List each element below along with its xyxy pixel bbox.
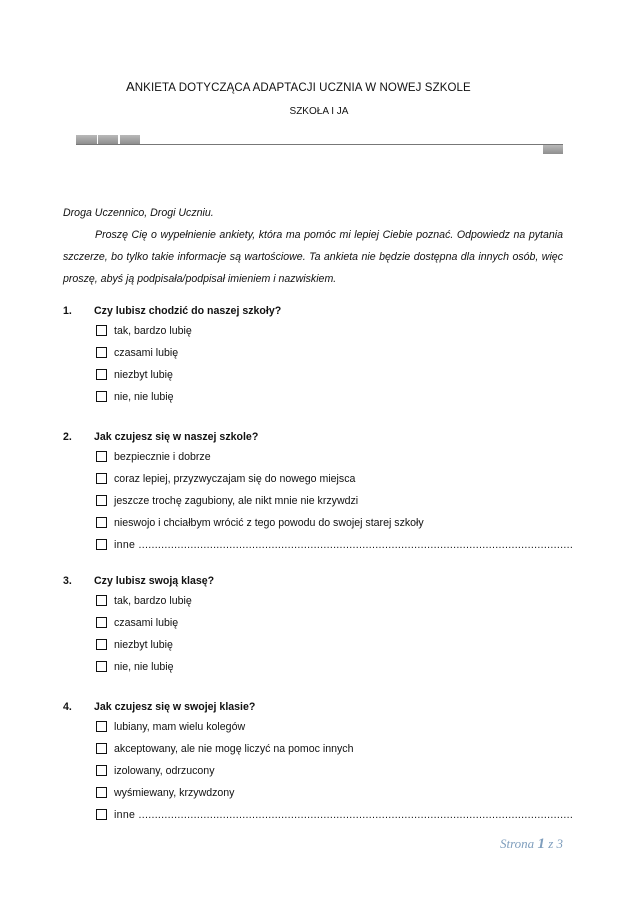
option-label[interactable]: inne ...................................................................................................................................... xyxy=(114,539,574,551)
decor-bar xyxy=(98,135,118,144)
answer-option[interactable] xyxy=(63,468,563,490)
option-label: lubiany, mam wielu kolegów xyxy=(114,721,246,733)
decor-bar xyxy=(543,145,563,154)
question-3 xyxy=(63,572,563,678)
document-subtitle: SZKOŁA I JA xyxy=(289,106,349,117)
question-2 xyxy=(63,428,574,556)
answer-option[interactable] xyxy=(63,320,563,342)
option-label: bezpiecznie i dobrze xyxy=(114,451,211,463)
question-text: Czy lubisz swoją klasę? xyxy=(94,575,215,587)
question-heading xyxy=(63,302,563,320)
question-heading xyxy=(63,428,563,446)
option-label: coraz lepiej, przyzwyczajam się do nowego miejsca xyxy=(114,473,356,485)
footer-prefix: Strona xyxy=(499,836,538,851)
intro-paragraph xyxy=(63,202,563,290)
option-label: akceptowany, ale nie mogę liczyć na pomoc innych xyxy=(114,743,354,755)
checkbox[interactable] xyxy=(96,661,107,672)
checkbox[interactable] xyxy=(96,639,107,650)
question-number: 2. xyxy=(63,431,72,443)
title-rest: NKIETA DOTYCZĄCA ADAPTACJI UCZNIA W NOWEJ SZKOLE xyxy=(134,82,471,94)
question-text: Jak czujesz się w naszej szkole? xyxy=(94,431,259,443)
answer-option[interactable] xyxy=(63,446,563,468)
option-label: czasami lubię xyxy=(114,347,179,359)
option-label: izolowany, odrzucony xyxy=(114,765,215,777)
page-footer xyxy=(500,836,563,853)
decor-bar xyxy=(120,135,140,144)
answer-option[interactable] xyxy=(63,760,563,782)
header-decoration xyxy=(0,135,638,155)
checkbox[interactable] xyxy=(96,539,107,550)
answer-option[interactable] xyxy=(63,738,563,760)
answer-option[interactable] xyxy=(63,634,563,656)
header-rule xyxy=(76,144,563,145)
option-label: nie, nie lubię xyxy=(114,391,174,403)
intro-body: Proszę Cię o wypełnienie ankiety, która ma pomóc mi lepiej Ciebie poznać. Odpowiedz na pytania szczerze, bo tylko takie informacje są wartościowe. Ta ankieta nie będzie dostępna dla innych osób, więc proszę, abyś ją podpisała/podpisał imieniem i nazwiskiem. xyxy=(63,229,563,285)
title-initial: A xyxy=(126,79,135,94)
option-label: tak, bardzo lubię xyxy=(114,325,192,337)
answer-option[interactable] xyxy=(63,590,563,612)
option-label: nie, nie lubię xyxy=(114,661,174,673)
option-label: wyśmiewany, krzywdzony xyxy=(114,787,235,799)
page-number: 1 xyxy=(537,836,545,852)
answer-option[interactable] xyxy=(63,342,563,364)
answer-option[interactable] xyxy=(63,782,563,804)
option-label: czasami lubię xyxy=(114,617,179,629)
checkbox[interactable] xyxy=(96,451,107,462)
question-number: 4. xyxy=(63,701,72,713)
checkbox[interactable] xyxy=(96,369,107,380)
checkbox[interactable] xyxy=(96,495,107,506)
checkbox[interactable] xyxy=(96,721,107,732)
question-1 xyxy=(63,302,563,408)
option-label: jeszcze trochę zagubiony, ale nikt mnie nie krzywdzi xyxy=(114,495,359,507)
option-label: niezbyt lubię xyxy=(114,369,173,381)
checkbox[interactable] xyxy=(96,325,107,336)
checkbox[interactable] xyxy=(96,617,107,628)
checkbox[interactable] xyxy=(96,765,107,776)
answer-option[interactable] xyxy=(63,386,563,408)
question-4 xyxy=(63,698,574,826)
intro-greeting: Droga Uczennico, Drogi Uczniu. xyxy=(63,207,214,219)
checkbox[interactable] xyxy=(96,347,107,358)
question-heading xyxy=(63,572,563,590)
option-label: nieswojo i chciałbym wrócić z tego powodu do swojej starej szkoły xyxy=(114,517,424,529)
answer-option[interactable] xyxy=(63,656,563,678)
answer-option[interactable] xyxy=(63,512,563,534)
footer-suffix: z 3 xyxy=(544,836,563,851)
checkbox[interactable] xyxy=(96,391,107,402)
answer-option[interactable] xyxy=(63,490,563,512)
option-label: tak, bardzo lubię xyxy=(114,595,192,607)
checkbox[interactable] xyxy=(96,743,107,754)
checkbox[interactable] xyxy=(96,809,107,820)
question-number: 3. xyxy=(63,575,72,587)
checkbox[interactable] xyxy=(96,473,107,484)
option-label[interactable]: inne ...................................................................................................................................... xyxy=(114,809,574,821)
question-text: Czy lubisz chodzić do naszej szkoły? xyxy=(94,305,282,317)
question-heading xyxy=(63,698,563,716)
answer-option[interactable] xyxy=(63,364,563,386)
answer-option-other[interactable] xyxy=(63,804,574,826)
option-label: niezbyt lubię xyxy=(114,639,173,651)
checkbox[interactable] xyxy=(96,787,107,798)
checkbox[interactable] xyxy=(96,517,107,528)
question-text: Jak czujesz się w swojej klasie? xyxy=(94,701,256,713)
checkbox[interactable] xyxy=(96,595,107,606)
answer-option[interactable] xyxy=(63,612,563,634)
question-number: 1. xyxy=(63,305,72,317)
decor-bar xyxy=(76,135,97,144)
answer-option-other[interactable] xyxy=(63,534,574,556)
document-title xyxy=(126,79,471,94)
answer-option[interactable] xyxy=(63,716,563,738)
